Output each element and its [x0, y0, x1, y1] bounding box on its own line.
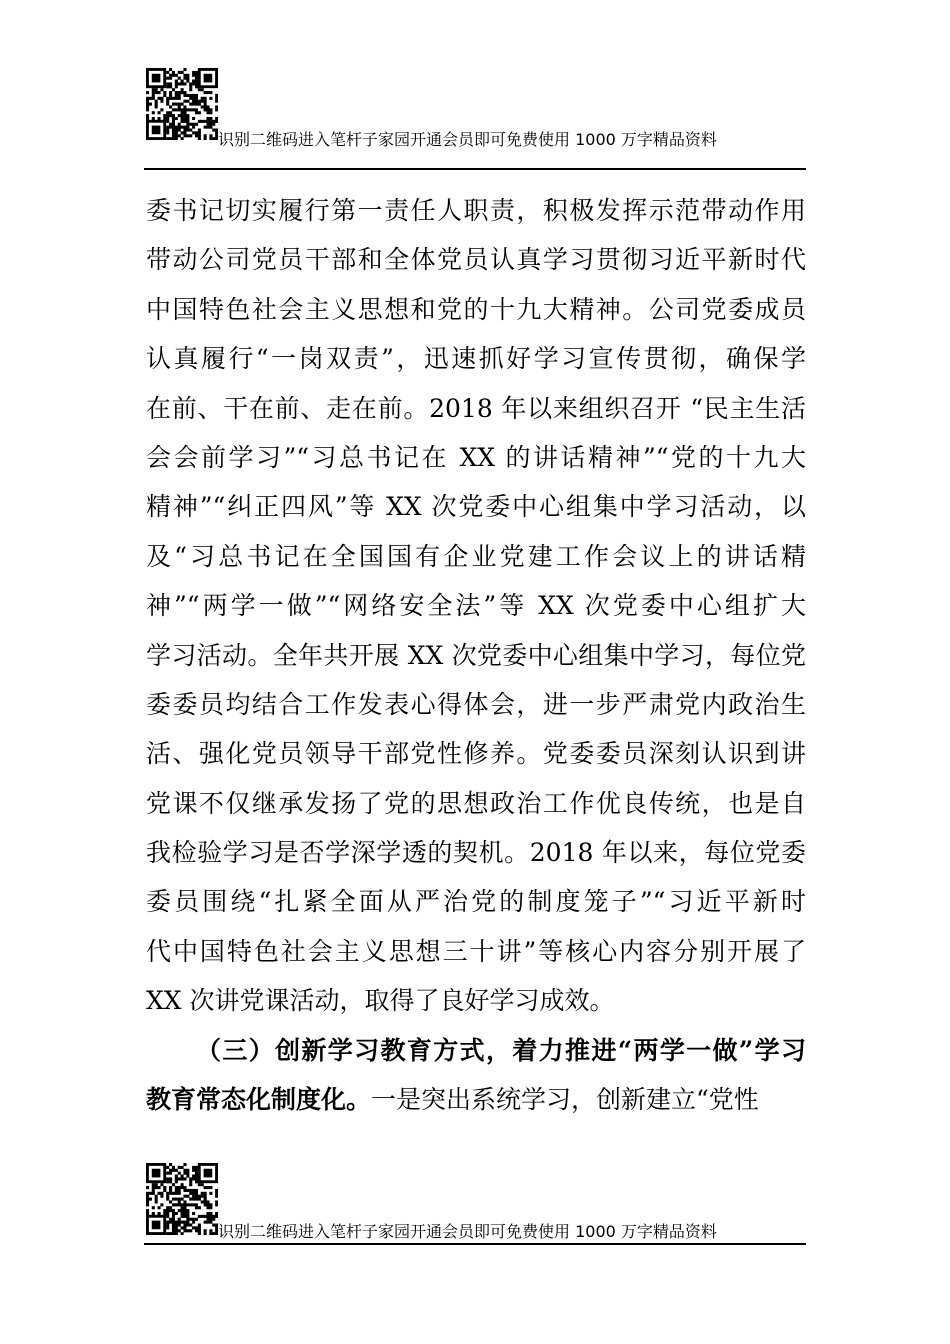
footer-qr-code-icon	[146, 1163, 218, 1235]
section-heading-continuation	[146, 1075, 806, 1124]
section-body-start: 一是突出系统学习，创新建立“党性	[371, 1085, 759, 1115]
section-heading-bold-part: 教育常态化制度化。	[146, 1085, 372, 1115]
header-qr-code-icon	[146, 68, 218, 140]
body-line: 在前、干在前、走在前。2018 年以来组织召开 “民主生活	[146, 393, 806, 423]
body-line: 会会前学习”“习总书记在 XX 的讲话精神”“党的十九大	[146, 442, 806, 472]
body-line: 中国特色社会主义思想和党的十九大精神。公司党委成员	[146, 294, 806, 324]
body-line: 代中国特色社会主义思想三十讲”等核心内容分别开展了	[146, 936, 806, 966]
footer-divider	[144, 1243, 806, 1245]
body-line: 学习活动。全年共开展 XX 次党委中心组集中学习，每位党	[146, 640, 806, 670]
body-line: 我检验学习是否学深学透的契机。2018 年以来，每位党委	[146, 838, 806, 868]
body-line: 神”“两学一做”“网络安全法”等 XX 次党委中心组扩大	[146, 591, 806, 621]
body-line: 活、强化党员领导干部党性修养。党委委员深刻认识到讲	[146, 739, 806, 769]
body-line: 委委员均结合工作发表心得体会，进一步严肃党内政治生	[146, 689, 806, 719]
body-line: XX 次讲党课活动，取得了良好学习成效。	[146, 986, 615, 1016]
footer-banner-text: 识别二维码进入笔杆子家园开通会员即可免费使用 1000 万字精品资料	[218, 1222, 717, 1241]
body-line: 委书记切实履行第一责任人职责，积极发挥示范带动作用	[146, 196, 806, 225]
section-heading: （三）创新学习教育方式，着力推进“两学一做”学习	[196, 1035, 806, 1065]
body-line: 认真履行“一岗双责”，迅速抓好学习宣传贯彻，确保学	[146, 344, 806, 374]
header-divider	[144, 168, 806, 170]
body-line: 委员围绕“扎紧全面从严治党的制度笼子”“习近平新时	[146, 887, 806, 917]
body-line: 带动公司党员干部和全体党员认真学习贯彻习近平新时代	[146, 245, 806, 275]
body-line: 精神”“纠正四风”等 XX 次党委中心组集中学习活动，以	[146, 492, 806, 522]
body-line: 党课不仅继承发扬了党的思想政治工作优良传统，也是自	[146, 788, 806, 818]
header-banner-text: 识别二维码进入笔杆子家园开通会员即可免费使用 1000 万字精品资料	[218, 130, 717, 149]
document-body	[146, 186, 806, 1124]
body-line: 及“习总书记在全国国有企业党建工作会议上的讲话精	[146, 541, 806, 571]
